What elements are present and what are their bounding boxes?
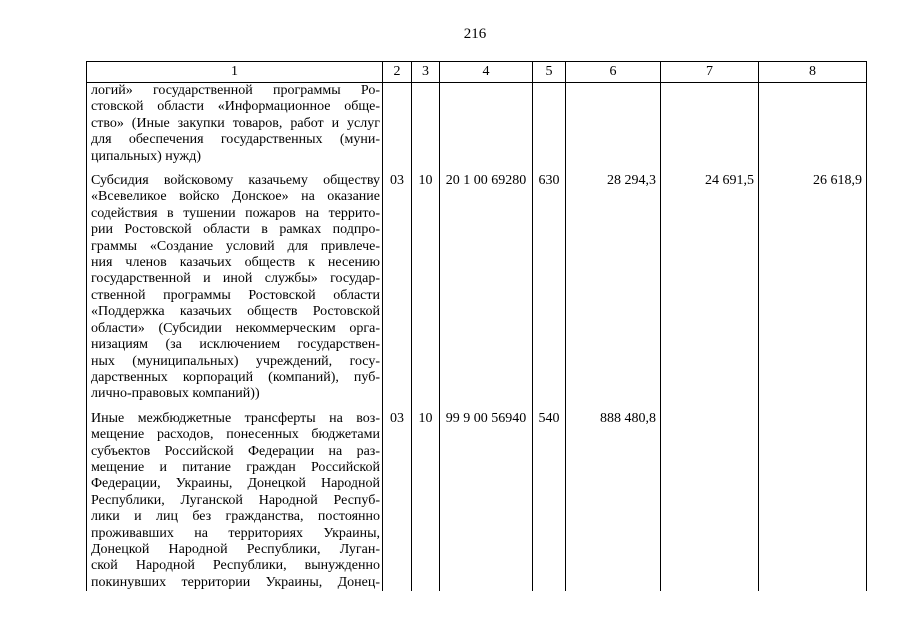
page-number: 216 <box>463 26 487 42</box>
amount-col7 <box>661 411 759 591</box>
spacer-cell <box>383 165 412 173</box>
expense-name-line: стовской области «Информационное обще- <box>91 99 380 115</box>
section-code: 03 <box>383 173 412 403</box>
spacer-cell <box>661 403 759 411</box>
expense-name-line: мещение и питание граждан Российской <box>91 459 380 475</box>
column-header-4: 4 <box>440 62 533 83</box>
expense-name-line: мещение расходов, понесенных бюджетами <box>91 427 380 443</box>
section-code: 03 <box>383 411 412 591</box>
section-code <box>383 83 412 166</box>
column-header-8: 8 <box>759 62 867 83</box>
expense-name-line: логий» государственной программы Ро- <box>91 83 380 98</box>
expense-name-line: низациям (за исключением государствен- <box>91 337 380 353</box>
spacer-cell <box>440 165 533 173</box>
expense-name-line: Республики, Луганской Народной Респуб- <box>91 492 380 508</box>
expense-name-line: ния членов казачьих обществ к несению <box>91 255 380 271</box>
expense-type-code: 630 <box>533 173 566 403</box>
column-header-6: 6 <box>566 62 661 83</box>
expense-name-line: субъектов Российской Федерации на раз- <box>91 443 380 459</box>
subsection-code: 10 <box>412 411 440 591</box>
expense-name-cell <box>87 83 383 166</box>
expense-name-cell <box>87 173 383 403</box>
subsection-code: 10 <box>412 173 440 403</box>
spacer-cell <box>759 165 867 173</box>
expense-name-line: области» (Субсидии некоммерческим орга- <box>91 320 380 336</box>
expense-name-line: ных (муниципальных) учреждений, госу- <box>91 353 380 369</box>
expense-name-line: Иные межбюджетные трансферты на воз- <box>91 410 380 426</box>
amount-col8 <box>759 411 867 591</box>
amount-col6: 888 480,8 <box>566 411 661 591</box>
expense-name-line: государственной и иной службы» государ- <box>91 271 380 287</box>
expense-name-line: ской Народной Республики, вынужденно <box>91 558 380 574</box>
table-row <box>87 411 867 591</box>
expense-name-cell <box>87 411 383 591</box>
spacer-cell <box>566 403 661 411</box>
spacer-cell <box>440 403 533 411</box>
column-header-7: 7 <box>661 62 759 83</box>
expense-name-line: лично-правовых компаний)) <box>91 386 260 402</box>
expense-name-line: лики и лиц без гражданства, постоянно <box>91 509 380 525</box>
expense-name-line: Федерации, Украины, Донецкой Народной <box>91 476 380 492</box>
spacer-cell <box>412 165 440 173</box>
spacer-cell <box>759 403 867 411</box>
expense-name-line: ципальных) нужд) <box>91 148 202 164</box>
spacer-cell <box>87 403 383 411</box>
spacer-cell <box>661 165 759 173</box>
table-header-row <box>87 62 867 83</box>
subsection-code <box>412 83 440 166</box>
expense-name-line: граммы «Создание условий для привлече- <box>91 238 380 254</box>
spacer-cell <box>87 165 383 173</box>
expense-name-line: «Всевеликое войско Донское» на оказание <box>91 189 380 205</box>
amount-col7: 24 691,5 <box>661 173 759 403</box>
expense-name-line: ство» (Иные закупки товаров, работ и услуг <box>91 115 380 131</box>
expense-name-line: «Поддержка казачьих обществ Ростовской <box>91 304 380 320</box>
column-header-5: 5 <box>533 62 566 83</box>
expense-name-line: Донецкой Народной Республики, Луган- <box>91 541 380 557</box>
spacer-cell <box>533 403 566 411</box>
expense-name-line: ственной программы Ростовской области <box>91 287 380 303</box>
row-spacer <box>87 403 867 411</box>
amount-col7 <box>661 83 759 166</box>
spacer-cell <box>566 165 661 173</box>
budget-table <box>86 61 867 591</box>
column-header-2: 2 <box>383 62 412 83</box>
expense-name-line: для обеспечения государственных (муни- <box>91 132 380 148</box>
target-article-code <box>440 83 533 166</box>
expense-name-line: Субсидия войсковому казачьему обществу <box>91 173 380 189</box>
target-article-code: 99 9 00 56940 <box>440 411 533 591</box>
expense-name-line: дарственных корпораций (компаний), пуб- <box>91 369 380 385</box>
table-row <box>87 173 867 403</box>
amount-col8 <box>759 83 867 166</box>
table-row <box>87 83 867 166</box>
column-header-1: 1 <box>87 62 383 83</box>
amount-col6: 28 294,3 <box>566 173 661 403</box>
spacer-cell <box>412 403 440 411</box>
spacer-cell <box>383 403 412 411</box>
row-spacer <box>87 165 867 173</box>
expense-name-line: содействия в тушении пожаров на террито- <box>91 205 380 221</box>
spacer-cell <box>533 165 566 173</box>
target-article-code: 20 1 00 69280 <box>440 173 533 403</box>
expense-name-line: проживавших на территориях Украины, <box>91 525 380 541</box>
amount-col6 <box>566 83 661 166</box>
expense-type-code <box>533 83 566 166</box>
expense-type-code: 540 <box>533 411 566 591</box>
expense-name-line: рии Ростовской области в рамках подпро- <box>91 222 380 238</box>
amount-col8: 26 618,9 <box>759 173 867 403</box>
expense-name-line: покинувших территории Украины, Донец- <box>91 574 380 590</box>
column-header-3: 3 <box>412 62 440 83</box>
